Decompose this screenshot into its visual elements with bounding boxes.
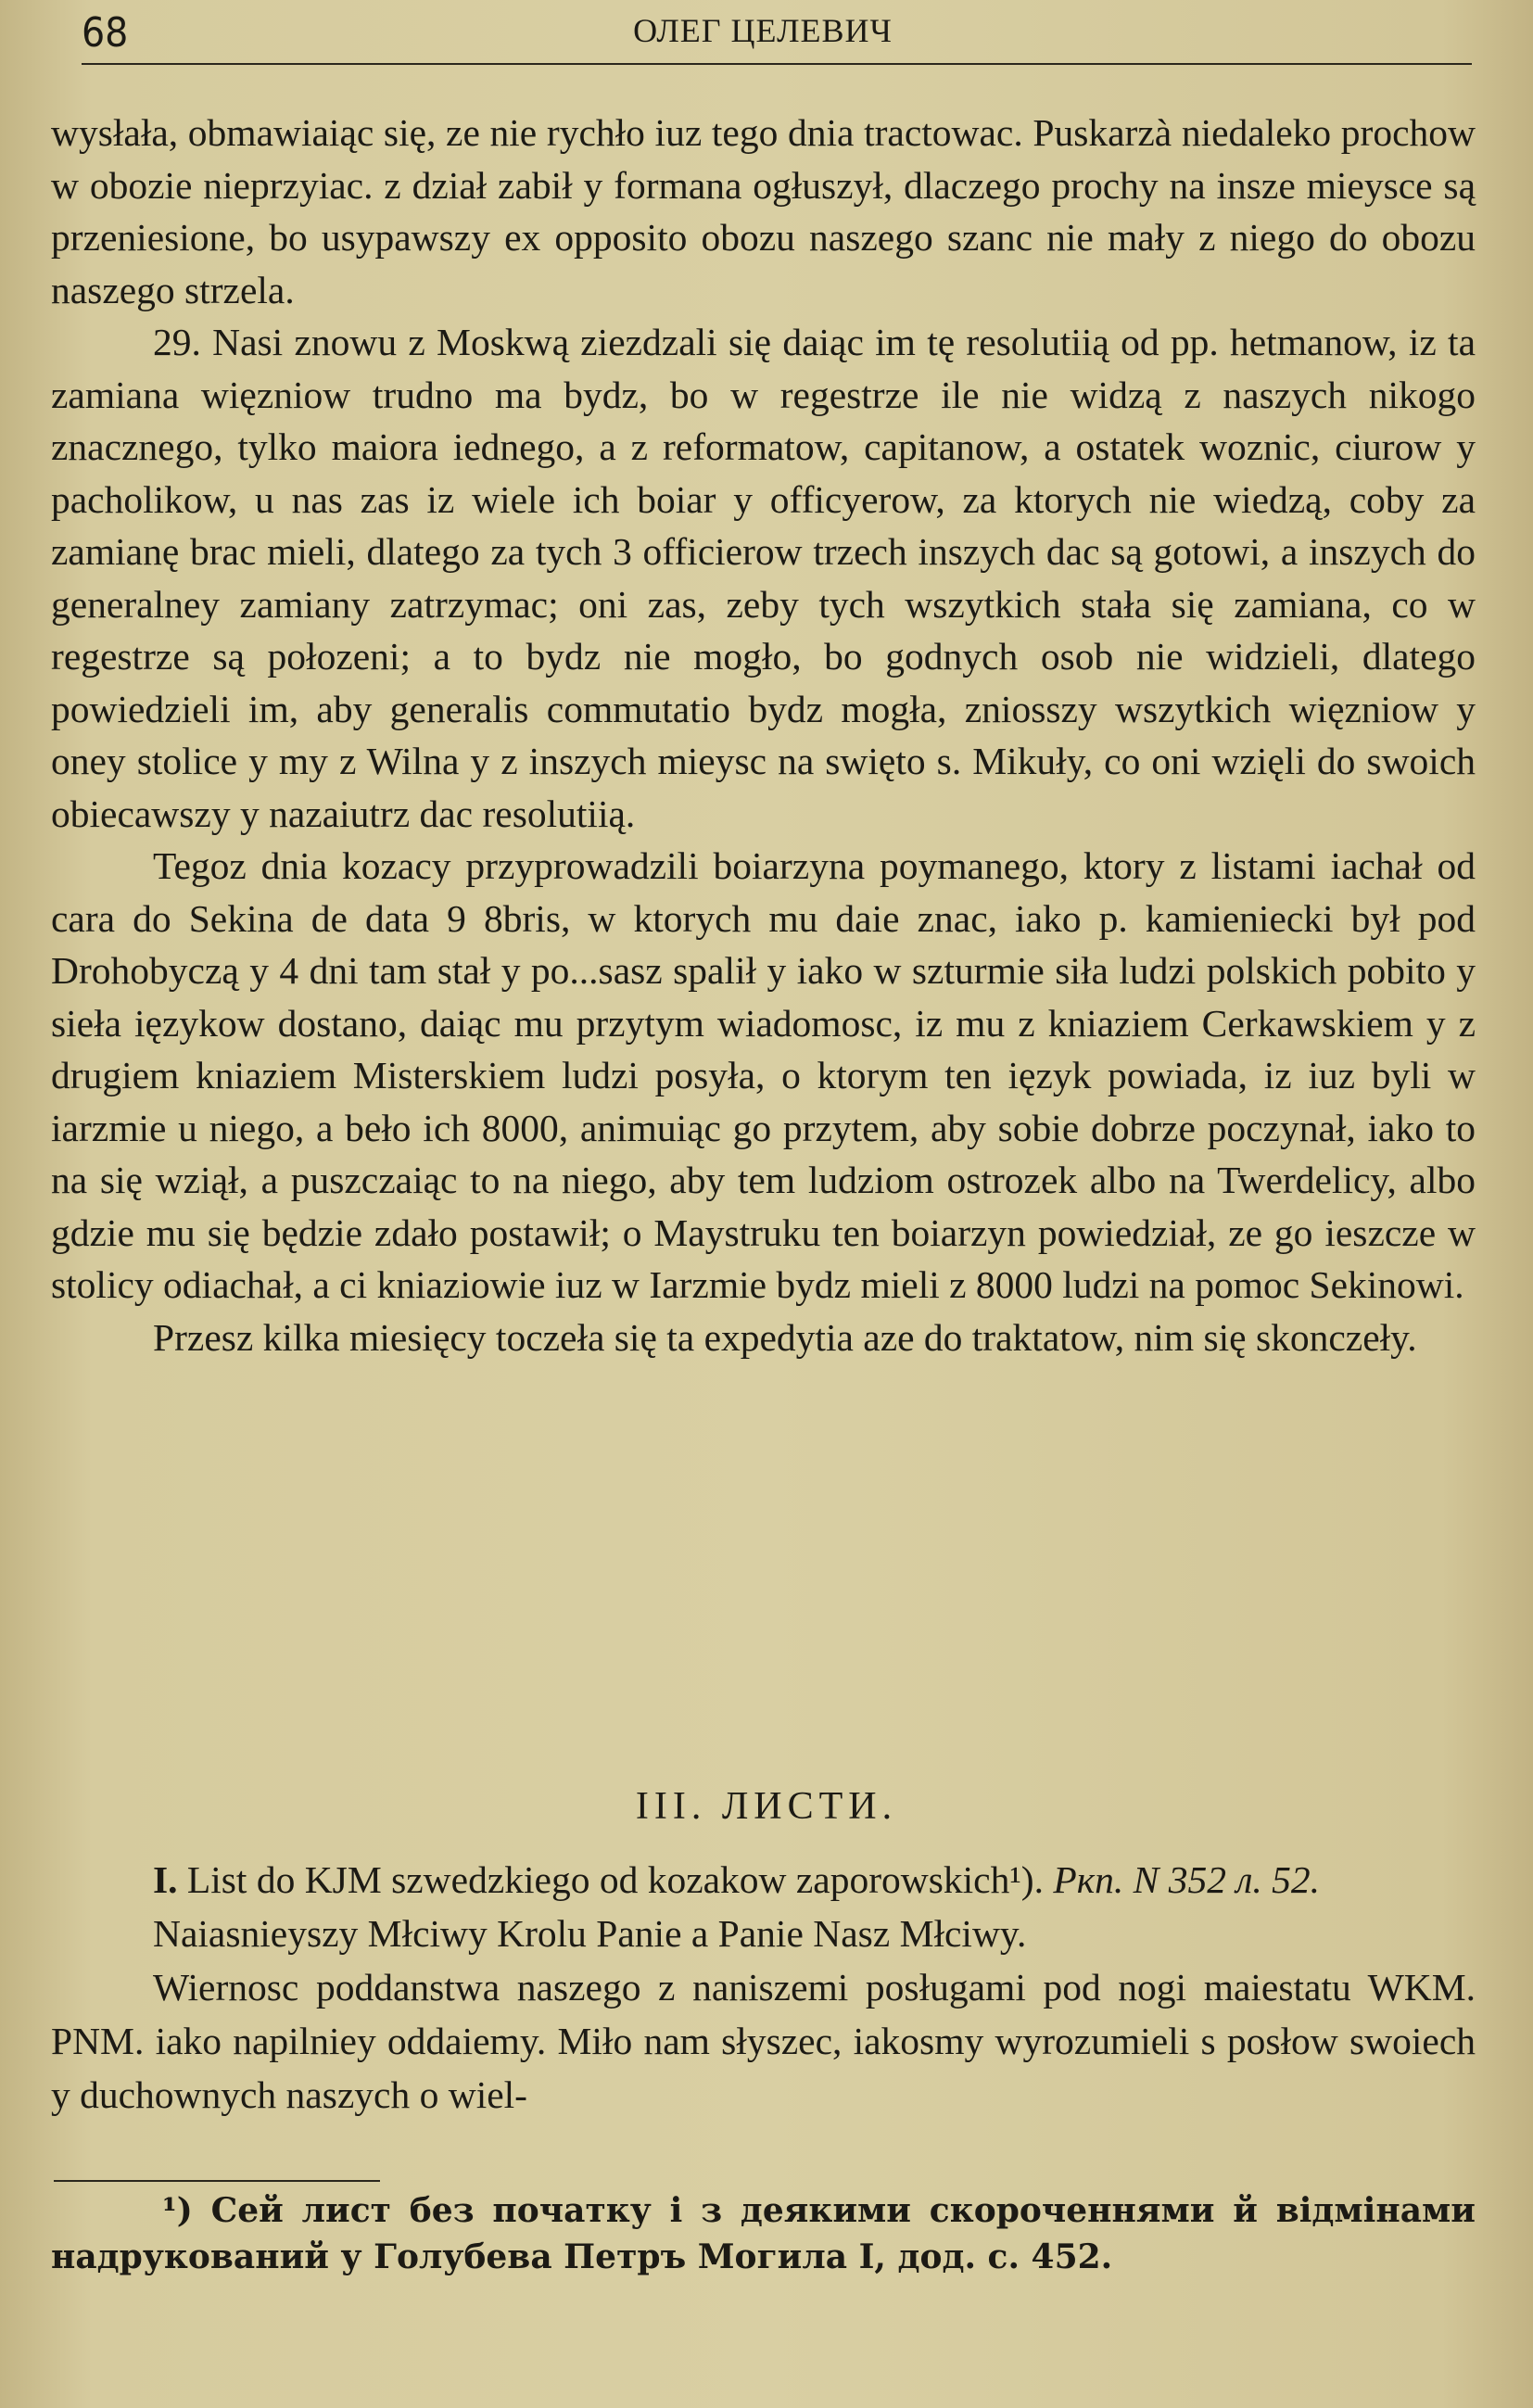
header-rule bbox=[82, 63, 1472, 65]
letter-number: I. bbox=[153, 1858, 178, 1901]
letter-block bbox=[51, 1853, 1476, 2122]
paragraph: 29. Nasi znowu z Moskwą ziezdzali się daiąc im tę resolutiią od pp. hetmanow, iz ta zamiana więzniow trudno ma bydz, bo w regestrze ile nie widzą z naszych nikogo znacznego, tylko maiora iednego, a z reformatow, capitanow, a ostatek woznic, ciurow y pacholikow, u nas zas iz wiele ich boiar y officyerow, za ktorych nie wiedzą, coby za zamianę brac mieli, dlatego za tych 3 officierow trzech inszych dac są gotowi, a inszych do generalney zamiany zatrzymac; oni zas, zeby tych wszytkich stała się zamiana, co w regestrze są połozeni; a to bydz nie mogło, bo godnych osob nie widzieli, dlatego powiedzieli im, aby generalis commutatio bydz mogła, zniosszy wszytkich więzniow y oney stolice y my z Wilna y z inszych mieysc na swięto s. Mikuły, co oni wzięli do swoich obiecawszy y nazaiutrz dac resolutiią. bbox=[51, 321, 1476, 835]
letter-source: Ркп. N 352 л. 52. bbox=[1053, 1858, 1321, 1901]
paragraph: Tegoz dnia kozacy przyprowadzili boiarzyna poymanego, ktory z listami iachał od cara do Sekina de data 9 8bris, w ktorych mu daie znac, iako p. kamieniecki był pod Drohobyczą y 4 dni tam stał y po...sasz spalił y iako w szturmie siła ludzi polskich pobito y sieła ięzykow dostano, daiąc mu przytym wiadomosc, iz mu z kniaziem Cerkawskiem y z drugiem kniaziem Misterskiem ludzi posyła, o ktorym ten ięzyk powiada, iz iuz byli w iarzmie u niego, a beło ich 8000, animuiąc go przytem, aby sobie dobrze poczynał, iako to na się wziął, a puszczaiąc to na niego, aby tem ludziom ostrozek albo na Twerdelicy, albo gdzie mu się będzie zdało postawił; o Maystruku ten boiarzyn powiedział, ze go ieszcze w stolicy odiachał, a ci kniaziowie iuz w Iarzmie bydz mieli z 8000 ludzi na pomoc Sekinowi. bbox=[51, 844, 1476, 1306]
letter-text: Wiernosc poddanstwa naszego z naniszemi posługami pod nogi maiestatu WKM. PNM. iako napilniey oddaiemy. Miło nam słyszec, iakosmy wyrozumieli s posłow swoiech y duchownych naszych o wiel- bbox=[51, 1966, 1476, 2116]
footnote-rule bbox=[54, 2180, 380, 2182]
letter-title: List do KJM szwedzkiego od kozakow zaporowskich¹). bbox=[186, 1858, 1044, 1901]
footnotes bbox=[51, 2187, 1476, 2280]
paragraph: Przesz kilka miesięcy toczeła się ta expedytia aze do traktatow, nim się skonczeły. bbox=[153, 1315, 1417, 1359]
running-title: ОЛЕГ ЦЕЛЕВИЧ bbox=[633, 12, 893, 49]
letter-heading bbox=[51, 1853, 1476, 1907]
page-header bbox=[82, 9, 1472, 61]
letter-salutation: Naiasnieyszy Młciwy Krolu Panie a Panie Nasz Młciwy. bbox=[153, 1912, 1027, 1955]
paragraph: wysłała, obmawiaiąc się, ze nie rychło iuz tego dnia tractowac. Puskarzà niedaleko prochow w obozie nieprzyiac. z dział zabił y formana ogłuszył, dlaczego prochy na insze mieysce są przeniesione, bo usypawszy ex opposito obozu naszego szanc nie mały z niego do obozu naszego strzela. bbox=[51, 111, 1476, 311]
footnote: ¹) Сей лист без початку і з деякими скороченнями й відмінами надрукований у Голубева Петръ Могила I, дод. с. 452. bbox=[51, 2191, 1476, 2276]
page-number: 68 bbox=[82, 9, 129, 57]
section-title: III. ЛИСТИ. bbox=[635, 1785, 898, 1828]
main-text bbox=[51, 107, 1476, 1363]
